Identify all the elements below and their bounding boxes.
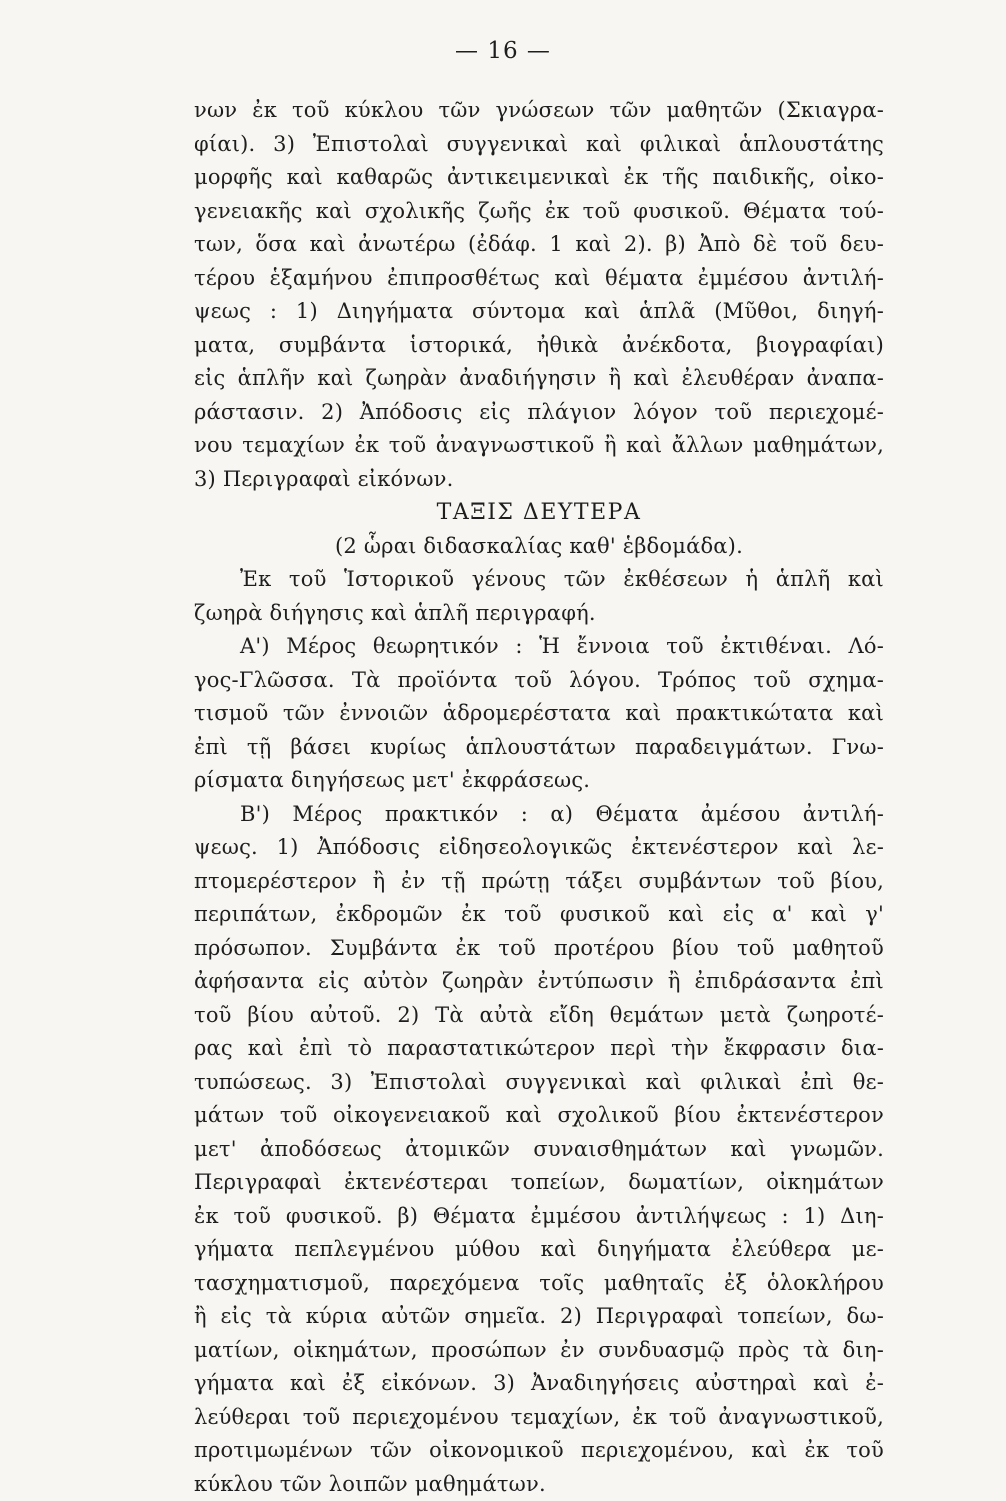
text-line: ψεως : 1) Διηγήματα σύντομα καὶ ἁπλᾶ (Μῦθοι, διηγή- [194, 295, 884, 329]
text-line: μορφῆς καὶ καθαρῶς ἀντικειμενικαὶ ἐκ τῆς παιδικῆς, οἰκο- [194, 161, 884, 195]
text-line: φίαι). 3) Ἐπιστολαὶ συγγενικαὶ καὶ φιλικαὶ ἁπλουστάτης [194, 128, 884, 162]
text-line: ζωηρὰ διήγησις καὶ ἁπλῆ περιγραφή. [194, 597, 884, 631]
text-line: τυπώσεως. 3) Ἐπιστολαὶ συγγενικαὶ καὶ φιλικαὶ ἐπὶ θε- [194, 1066, 884, 1100]
text-line: ἐπὶ τῇ βάσει κυρίως ἁπλουστάτων παραδειγμάτων. Γνω- [194, 731, 884, 765]
text-line: πτομερέστερον ἢ ἐν τῇ πρώτῃ τάξει συμβάντων τοῦ βίου, [194, 865, 884, 899]
text-line: πρόσωπον. Συμβάντα ἐκ τοῦ προτέρου βίου τοῦ μαθητοῦ [194, 932, 884, 966]
text-line: ρίσματα διηγήσεως μετ' ἐκφράσεως. [194, 764, 884, 798]
text-line: ἐκ τοῦ φυσικοῦ. β) Θέματα ἐμμέσου ἀντιλήψεως : 1) Διη- [194, 1200, 884, 1234]
text-line: (2 ὧραι διδασκαλίας καθ' ἑβδομάδα). [194, 530, 884, 564]
page-number: — 16 — [0, 38, 1006, 64]
text-line: λεύθεραι τοῦ περιεχομένου τεμαχίων, ἐκ τοῦ ἀναγνωστικοῦ, [194, 1401, 884, 1435]
text-line: προτιμωμένων τῶν οἰκονομικοῦ περιεχομένου, καὶ ἐκ τοῦ [194, 1434, 884, 1468]
text-line: γος-Γλῶσσα. Τὰ προϊόντα τοῦ λόγου. Τρόπος τοῦ σχημα- [194, 664, 884, 698]
text-line: κύκλου τῶν λοιπῶν μαθημάτων. [194, 1468, 884, 1501]
text-line: ματίων, οἰκημάτων, προσώπων ἐν συνδυασμῷ πρὸς τὰ διη- [194, 1334, 884, 1368]
text-line: περιπάτων, ἐκδρομῶν ἐκ τοῦ φυσικοῦ καὶ εἰς α' καὶ γ' [194, 898, 884, 932]
text-line: τέρου ἑξαμήνου ἐπιπροσθέτως καὶ θέματα ἐμμέσου ἀντιλή- [194, 262, 884, 296]
text-line: τασχηματισμοῦ, παρεχόμενα τοῖς μαθηταῖς ἐξ ὁλοκλήρου [194, 1267, 884, 1301]
text-line: Περιγραφαὶ ἐκτενέστεραι τοπείων, δωματίων, οἰκημάτων [194, 1166, 884, 1200]
text-line: μάτων τοῦ οἰκογενειακοῦ καὶ σχολικοῦ βίου ἐκτενέστερον [194, 1099, 884, 1133]
text-line: Β') Μέρος πρακτικόν : α) Θέματα ἀμέσου ἀντιλή- [194, 798, 884, 832]
text-line: γήματα καὶ ἐξ εἰκόνων. 3) Ἀναδιηγήσεις αὐστηραὶ καὶ ἐ- [194, 1367, 884, 1401]
text-line: γενειακῆς καὶ σχολικῆς ζωῆς ἐκ τοῦ φυσικοῦ. Θέματα τού- [194, 195, 884, 229]
text-line: ψεως. 1) Ἀπόδοσις εἰδησεολογικῶς ἐκτενέστερον καὶ λε- [194, 831, 884, 865]
text-line: εἰς ἁπλῆν καὶ ζωηρὰν ἀναδιήγησιν ἢ καὶ ἐλευθέραν ἀναπα- [194, 362, 884, 396]
text-line: νου τεμαχίων ἐκ τοῦ ἀναγνωστικοῦ ἢ καὶ ἄλλων μαθημάτων, [194, 429, 884, 463]
body-text [194, 94, 884, 1501]
text-line: τοῦ βίου αὐτοῦ. 2) Τὰ αὐτὰ εἴδη θεμάτων μετὰ ζωηροτέ- [194, 999, 884, 1033]
text-line: ράστασιν. 2) Ἀπόδοσις εἰς πλάγιον λόγον τοῦ περιεχομέ- [194, 396, 884, 430]
section-heading: ΤΑΞΙΣ ΔΕΥΤΕΡΑ [194, 496, 884, 530]
text-line: των, ὅσα καὶ ἀνωτέρω (ἐδάφ. 1 καὶ 2). β) Ἀπὸ δὲ τοῦ δευ- [194, 228, 884, 262]
text-line: ρας καὶ ἐπὶ τὸ παραστατικώτερον περὶ τὴν ἔκφρασιν δια- [194, 1032, 884, 1066]
text-line: ἀφήσαντα εἰς αὐτὸν ζωηρὰν ἐντύπωσιν ἢ ἐπιδράσαντα ἐπὶ [194, 965, 884, 999]
text-line: γήματα πεπλεγμένου μύθου καὶ διηγήματα ἐλεύθερα με- [194, 1233, 884, 1267]
text-line: νων ἐκ τοῦ κύκλου τῶν γνώσεων τῶν μαθητῶν (Σκιαγρα- [194, 94, 884, 128]
text-line: ἢ εἰς τὰ κύρια αὐτῶν σημεῖα. 2) Περιγραφαὶ τοπείων, δω- [194, 1300, 884, 1334]
text-line: 3) Περιγραφαὶ εἰκόνων. [194, 463, 884, 497]
text-line: ματα, συμβάντα ἱστορικά, ἠθικὰ ἀνέκδοτα, βιογραφίαι) [194, 329, 884, 363]
text-line: Α') Μέρος θεωρητικόν : Ἡ ἔννοια τοῦ ἐκτιθέναι. Λό- [194, 630, 884, 664]
text-line: τισμοῦ τῶν ἐννοιῶν ἁδρομερέστατα καὶ πρακτικώτατα καὶ [194, 697, 884, 731]
text-line: Ἐκ τοῦ Ἱστορικοῦ γένους τῶν ἐκθέσεων ἡ ἁπλῆ καὶ [194, 563, 884, 597]
text-line: μετ' ἀποδόσεως ἀτομικῶν συναισθημάτων καὶ γνωμῶν. [194, 1133, 884, 1167]
